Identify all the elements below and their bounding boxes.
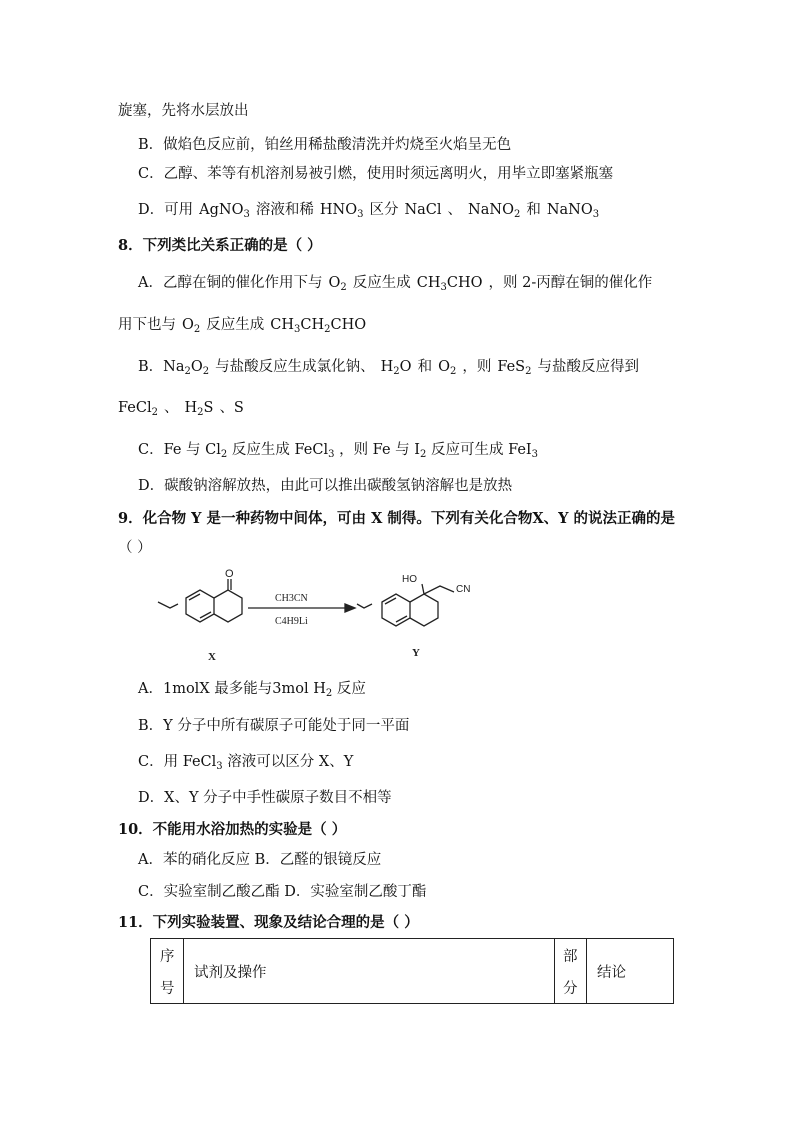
nitrile-label: CN: [456, 584, 471, 595]
reagent-bottom: C4H9Li: [275, 616, 308, 627]
question-9: 9．化合物 Y 是一种药物中间体，可由 X 制得。下列有关化合物X、Y 的说法正确的是: [118, 510, 676, 527]
q8-option-b-cont: FeCl$_2$ 、 $H_2S$ 、S: [118, 400, 244, 418]
header-reagents: 试剂及操作: [194, 965, 267, 981]
col-conclusion: [587, 939, 673, 1003]
question-10: 10．不能用水浴加热的实验是（ ）: [118, 821, 347, 838]
aromatic-ring-y: [382, 594, 410, 626]
header-index-1: 序: [160, 949, 175, 965]
q9-option-c: C．用 FeCl$_3$ 溶液可以区分 X、Y: [138, 754, 354, 772]
methoxy-bond-y: [357, 604, 372, 608]
q7-continuation: 旋塞，先将水层放出: [118, 103, 249, 119]
q8-option-a-cont: 用下也与 $O_2$ 反应生成 $CH_3CH_2CHO$: [118, 317, 367, 335]
q9-option-b: B．Y 分子中所有碳原子可能处于同一平面: [138, 718, 410, 734]
q7-option-b: B．做焰色反应前，铂丝用稀盐酸清洗并灼烧至火焰呈无色: [138, 137, 512, 153]
methoxy-bond-x: [158, 602, 178, 608]
q10-options-ab: A．苯的硝化反应 B．乙醛的银镜反应: [138, 852, 382, 868]
header-conclusion: 结论: [597, 965, 626, 981]
compound-x-label: X: [208, 651, 216, 663]
hydroxyl-label: HO: [402, 574, 417, 585]
question-11: 11．下列实验装置、现象及结论合理的是（ ）: [118, 914, 419, 931]
compound-y-label: Y: [412, 647, 420, 659]
header-part-1: 部: [563, 949, 578, 965]
saturated-ring-x: [214, 590, 242, 622]
q7-option-c: C．乙醇、苯等有机溶剂易被引燃，使用时须远离明火，用毕立即塞紧瓶塞: [138, 166, 614, 182]
header-part-2: 分: [563, 981, 578, 997]
header-index-2: 号: [160, 981, 175, 997]
reaction-scheme: [150, 568, 510, 668]
q9-option-d: D．X、Y 分子中手性碳原子数目不相等: [138, 790, 392, 806]
col-part: [555, 939, 587, 1003]
saturated-ring-y: [410, 594, 438, 626]
col-reagents: [184, 939, 555, 1003]
q8-option-b: B．$Na_2O_2$ 与盐酸反应生成氯化钠、 $H_2O$ 和 $O_2$ ，则 FeS$_2$ 与盐酸反应得到: [138, 359, 639, 377]
q8-option-c: C．Fe 与 $Cl_2$ 反应生成 FeCl$_3$ ，则 Fe 与 $I_2$ 反应可生成 FeI$_3$: [138, 442, 539, 460]
ketone-oxygen-label: O: [225, 568, 234, 580]
q8-option-a: A．乙醇在铜的催化作用下与 $O_2$ 反应生成 $CH_3CHO$ ，则 2-丙醇在铜的催化作: [138, 275, 653, 293]
q7-option-d: D．可用 AgNO$_3$ 溶液和稀 $HNO_3$ 区分 NaCl 、 NaNO$_2$ 和 NaNO$_3$: [138, 202, 600, 220]
experiment-table: [150, 938, 674, 1004]
side-chain-y: [422, 584, 424, 594]
question-8: 8．下列类比关系正确的是（ ）: [118, 237, 322, 254]
q8-option-d: D．碳酸钠溶解放热，由此可以推出碳酸氢钠溶解也是放热: [138, 478, 513, 494]
reagent-top: CH3CN: [275, 593, 308, 604]
q10-options-cd: C．实验室制乙酸乙酯 D．实验室制乙酸丁酯: [138, 884, 427, 900]
question-9-paren: （ ）: [118, 540, 152, 556]
col-index: [151, 939, 184, 1003]
q9-option-a: A．1molX 最多能与3mol $H_2$ 反应: [138, 681, 366, 699]
aromatic-ring-x: [186, 590, 214, 622]
